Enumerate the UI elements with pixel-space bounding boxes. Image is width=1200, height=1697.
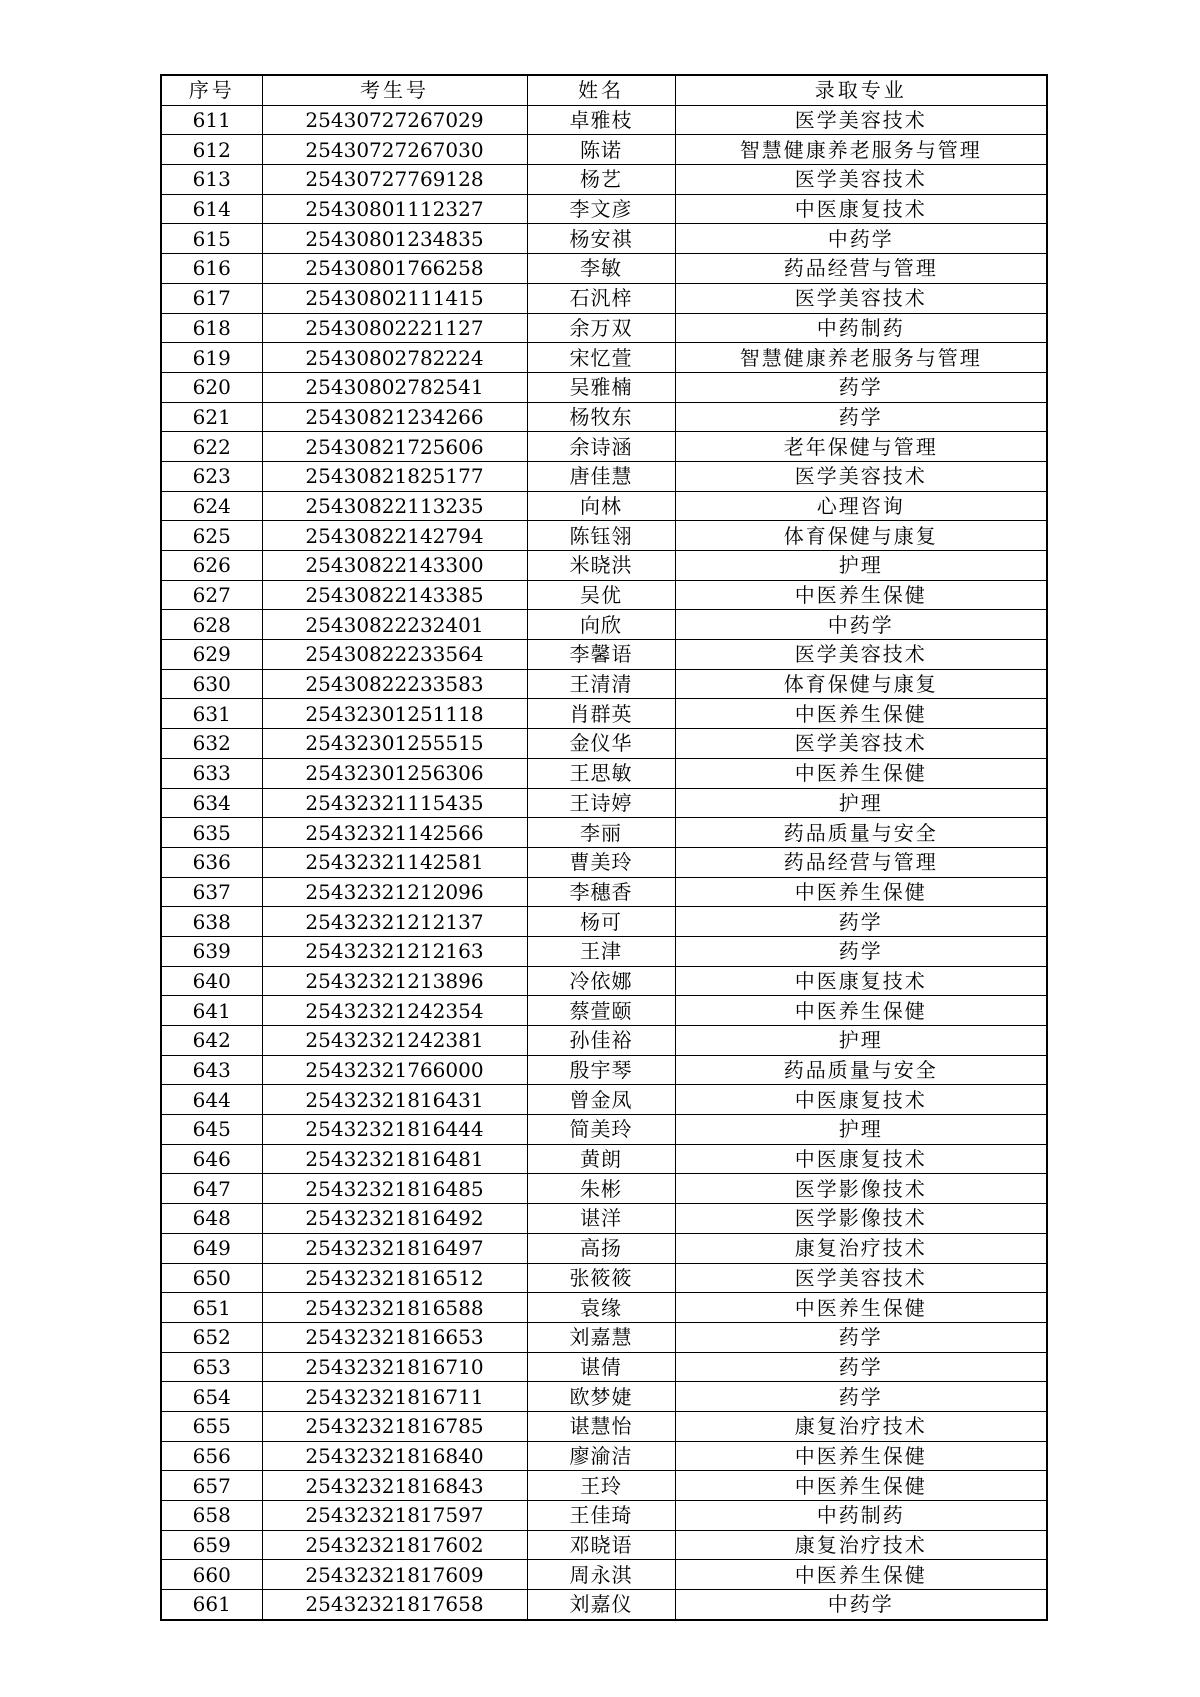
table-row xyxy=(161,729,1047,759)
table-row xyxy=(161,1530,1047,1560)
cell-exam-id: 25432321142566 xyxy=(262,818,527,848)
table-row xyxy=(161,788,1047,818)
cell-seq: 657 xyxy=(161,1471,262,1501)
cell-major: 中药学 xyxy=(675,224,1047,254)
table-row xyxy=(161,1174,1047,1204)
cell-major: 中医养生保健 xyxy=(675,1293,1047,1323)
table-row xyxy=(161,847,1047,877)
cell-name: 杨牧东 xyxy=(527,402,675,432)
cell-major: 护理 xyxy=(675,1026,1047,1056)
cell-seq: 631 xyxy=(161,699,262,729)
cell-name: 肖群英 xyxy=(527,699,675,729)
cell-exam-id: 25430822233564 xyxy=(262,640,527,670)
cell-exam-id: 25432321816588 xyxy=(262,1293,527,1323)
table-row xyxy=(161,1233,1047,1263)
cell-exam-id: 25430821725606 xyxy=(262,432,527,462)
cell-name: 向欣 xyxy=(527,610,675,640)
cell-exam-id: 25430822113235 xyxy=(262,491,527,521)
cell-seq: 652 xyxy=(161,1322,262,1352)
cell-name: 余诗涵 xyxy=(527,432,675,462)
cell-major: 中医养生保健 xyxy=(675,877,1047,907)
table-row xyxy=(161,283,1047,313)
cell-name: 李穗香 xyxy=(527,877,675,907)
cell-major: 药品经营与管理 xyxy=(675,847,1047,877)
cell-name: 金仪华 xyxy=(527,729,675,759)
cell-seq: 614 xyxy=(161,194,262,224)
cell-major: 医学美容技术 xyxy=(675,165,1047,195)
cell-major: 药品经营与管理 xyxy=(675,254,1047,284)
cell-seq: 658 xyxy=(161,1501,262,1531)
cell-exam-id: 25432321816653 xyxy=(262,1322,527,1352)
cell-name: 孙佳裕 xyxy=(527,1026,675,1056)
cell-major: 中医康复技术 xyxy=(675,1085,1047,1115)
cell-exam-id: 25432321816840 xyxy=(262,1441,527,1471)
cell-exam-id: 25432321816843 xyxy=(262,1471,527,1501)
cell-seq: 641 xyxy=(161,996,262,1026)
table-row xyxy=(161,1471,1047,1501)
table-row xyxy=(161,640,1047,670)
cell-name: 李文彦 xyxy=(527,194,675,224)
table-row xyxy=(161,966,1047,996)
cell-major: 药学 xyxy=(675,936,1047,966)
cell-name: 谌慧怡 xyxy=(527,1411,675,1441)
table-row xyxy=(161,1352,1047,1382)
table-row xyxy=(161,343,1047,373)
cell-seq: 624 xyxy=(161,491,262,521)
cell-major: 药学 xyxy=(675,907,1047,937)
table-row xyxy=(161,372,1047,402)
cell-major: 智慧健康养老服务与管理 xyxy=(675,135,1047,165)
cell-seq: 645 xyxy=(161,1115,262,1145)
cell-major: 中药制药 xyxy=(675,313,1047,343)
cell-seq: 621 xyxy=(161,402,262,432)
cell-exam-id: 25432321817602 xyxy=(262,1530,527,1560)
cell-name: 王思敏 xyxy=(527,758,675,788)
header-name: 姓名 xyxy=(527,75,675,105)
cell-name: 欧梦婕 xyxy=(527,1382,675,1412)
cell-name: 冷依娜 xyxy=(527,966,675,996)
table-row xyxy=(161,491,1047,521)
cell-seq: 622 xyxy=(161,432,262,462)
cell-exam-id: 25432321212163 xyxy=(262,936,527,966)
cell-name: 王诗婷 xyxy=(527,788,675,818)
cell-exam-id: 25430821825177 xyxy=(262,461,527,491)
cell-exam-id: 25430801112327 xyxy=(262,194,527,224)
table-body xyxy=(161,105,1047,1620)
cell-seq: 653 xyxy=(161,1352,262,1382)
cell-name: 米晓洪 xyxy=(527,551,675,581)
cell-major: 智慧健康养老服务与管理 xyxy=(675,343,1047,373)
table-row xyxy=(161,580,1047,610)
cell-seq: 640 xyxy=(161,966,262,996)
table-row xyxy=(161,461,1047,491)
table-row xyxy=(161,936,1047,966)
cell-exam-id: 25432321212096 xyxy=(262,877,527,907)
cell-major: 康复治疗技术 xyxy=(675,1233,1047,1263)
cell-name: 王津 xyxy=(527,936,675,966)
cell-exam-id: 25432301251118 xyxy=(262,699,527,729)
cell-name: 卓雅枝 xyxy=(527,105,675,135)
cell-name: 向林 xyxy=(527,491,675,521)
cell-seq: 656 xyxy=(161,1441,262,1471)
cell-exam-id: 25432321817597 xyxy=(262,1501,527,1531)
cell-exam-id: 25430822232401 xyxy=(262,610,527,640)
cell-major: 中医康复技术 xyxy=(675,194,1047,224)
cell-major: 药品质量与安全 xyxy=(675,1055,1047,1085)
cell-name: 吴雅楠 xyxy=(527,372,675,402)
cell-major: 医学美容技术 xyxy=(675,105,1047,135)
table-row xyxy=(161,194,1047,224)
cell-exam-id: 25432321816512 xyxy=(262,1263,527,1293)
cell-exam-id: 25432321816497 xyxy=(262,1233,527,1263)
cell-major: 医学影像技术 xyxy=(675,1204,1047,1234)
cell-name: 刘嘉仪 xyxy=(527,1590,675,1620)
cell-exam-id: 25430801234835 xyxy=(262,224,527,254)
cell-major: 药品质量与安全 xyxy=(675,818,1047,848)
cell-seq: 643 xyxy=(161,1055,262,1085)
cell-exam-id: 25432321816431 xyxy=(262,1085,527,1115)
table-row xyxy=(161,521,1047,551)
cell-exam-id: 25432321816710 xyxy=(262,1352,527,1382)
cell-name: 曹美玲 xyxy=(527,847,675,877)
cell-major: 中医养生保健 xyxy=(675,758,1047,788)
cell-seq: 615 xyxy=(161,224,262,254)
cell-exam-id: 25430802221127 xyxy=(262,313,527,343)
cell-exam-id: 25430727267029 xyxy=(262,105,527,135)
cell-seq: 619 xyxy=(161,343,262,373)
cell-name: 袁缘 xyxy=(527,1293,675,1323)
cell-major: 中医养生保健 xyxy=(675,1471,1047,1501)
cell-major: 医学美容技术 xyxy=(675,461,1047,491)
cell-major: 药学 xyxy=(675,1352,1047,1382)
cell-seq: 633 xyxy=(161,758,262,788)
table-row xyxy=(161,165,1047,195)
table-row xyxy=(161,1115,1047,1145)
cell-seq: 655 xyxy=(161,1411,262,1441)
cell-name: 石汎梓 xyxy=(527,283,675,313)
admission-table xyxy=(160,74,1048,1621)
header-exam-id: 考生号 xyxy=(262,75,527,105)
cell-exam-id: 25432321816492 xyxy=(262,1204,527,1234)
cell-major: 药学 xyxy=(675,1322,1047,1352)
table-row xyxy=(161,1590,1047,1620)
cell-name: 王佳琦 xyxy=(527,1501,675,1531)
cell-exam-id: 25432321816485 xyxy=(262,1174,527,1204)
cell-exam-id: 25430802782541 xyxy=(262,372,527,402)
cell-seq: 626 xyxy=(161,551,262,581)
cell-exam-id: 25432321816785 xyxy=(262,1411,527,1441)
cell-exam-id: 25430727267030 xyxy=(262,135,527,165)
cell-seq: 617 xyxy=(161,283,262,313)
cell-seq: 639 xyxy=(161,936,262,966)
cell-major: 中医养生保健 xyxy=(675,1441,1047,1471)
table-row xyxy=(161,135,1047,165)
cell-name: 黄朗 xyxy=(527,1144,675,1174)
cell-exam-id: 25430822143300 xyxy=(262,551,527,581)
cell-major: 护理 xyxy=(675,1115,1047,1145)
table-row xyxy=(161,105,1047,135)
cell-seq: 634 xyxy=(161,788,262,818)
table-row xyxy=(161,996,1047,1026)
cell-exam-id: 25432321817658 xyxy=(262,1590,527,1620)
cell-exam-id: 25430822142794 xyxy=(262,521,527,551)
cell-exam-id: 25432301255515 xyxy=(262,729,527,759)
cell-name: 周永淇 xyxy=(527,1560,675,1590)
cell-name: 陈钰翎 xyxy=(527,521,675,551)
table-row xyxy=(161,1382,1047,1412)
cell-exam-id: 25430727769128 xyxy=(262,165,527,195)
table-row xyxy=(161,1411,1047,1441)
table-row xyxy=(161,254,1047,284)
cell-seq: 620 xyxy=(161,372,262,402)
cell-exam-id: 25432321816444 xyxy=(262,1115,527,1145)
cell-name: 杨可 xyxy=(527,907,675,937)
cell-exam-id: 25432301256306 xyxy=(262,758,527,788)
cell-seq: 618 xyxy=(161,313,262,343)
cell-name: 杨安祺 xyxy=(527,224,675,254)
cell-seq: 654 xyxy=(161,1382,262,1412)
cell-seq: 632 xyxy=(161,729,262,759)
cell-name: 杨艺 xyxy=(527,165,675,195)
cell-seq: 642 xyxy=(161,1026,262,1056)
cell-major: 中药学 xyxy=(675,1590,1047,1620)
cell-seq: 649 xyxy=(161,1233,262,1263)
cell-seq: 625 xyxy=(161,521,262,551)
table-row xyxy=(161,432,1047,462)
cell-major: 医学美容技术 xyxy=(675,729,1047,759)
cell-major: 医学美容技术 xyxy=(675,1263,1047,1293)
table-row xyxy=(161,313,1047,343)
cell-major: 体育保健与康复 xyxy=(675,669,1047,699)
cell-name: 陈诺 xyxy=(527,135,675,165)
cell-name: 简美玲 xyxy=(527,1115,675,1145)
cell-exam-id: 25430802782224 xyxy=(262,343,527,373)
cell-seq: 635 xyxy=(161,818,262,848)
table-row xyxy=(161,818,1047,848)
table-row xyxy=(161,1293,1047,1323)
cell-name: 宋忆萱 xyxy=(527,343,675,373)
cell-exam-id: 25432321816481 xyxy=(262,1144,527,1174)
cell-seq: 659 xyxy=(161,1530,262,1560)
cell-name: 殷宇琴 xyxy=(527,1055,675,1085)
cell-exam-id: 25430822233583 xyxy=(262,669,527,699)
cell-exam-id: 25430801766258 xyxy=(262,254,527,284)
cell-major: 医学美容技术 xyxy=(675,283,1047,313)
cell-name: 朱彬 xyxy=(527,1174,675,1204)
cell-name: 蔡萱颐 xyxy=(527,996,675,1026)
cell-seq: 628 xyxy=(161,610,262,640)
cell-seq: 612 xyxy=(161,135,262,165)
cell-seq: 648 xyxy=(161,1204,262,1234)
table-row xyxy=(161,758,1047,788)
cell-seq: 623 xyxy=(161,461,262,491)
cell-name: 余万双 xyxy=(527,313,675,343)
cell-name: 吴优 xyxy=(527,580,675,610)
cell-seq: 613 xyxy=(161,165,262,195)
cell-name: 李丽 xyxy=(527,818,675,848)
cell-exam-id: 25430822143385 xyxy=(262,580,527,610)
cell-exam-id: 25432321212137 xyxy=(262,907,527,937)
cell-major: 心理咨询 xyxy=(675,491,1047,521)
cell-major: 护理 xyxy=(675,788,1047,818)
cell-name: 高扬 xyxy=(527,1233,675,1263)
cell-seq: 630 xyxy=(161,669,262,699)
table-row xyxy=(161,1501,1047,1531)
cell-major: 护理 xyxy=(675,551,1047,581)
cell-seq: 637 xyxy=(161,877,262,907)
cell-major: 中医养生保健 xyxy=(675,699,1047,729)
cell-name: 王清清 xyxy=(527,669,675,699)
cell-major: 老年保健与管理 xyxy=(675,432,1047,462)
cell-major: 康复治疗技术 xyxy=(675,1411,1047,1441)
table-row xyxy=(161,1560,1047,1590)
table-row xyxy=(161,1441,1047,1471)
table-row xyxy=(161,551,1047,581)
cell-name: 廖渝洁 xyxy=(527,1441,675,1471)
cell-name: 唐佳慧 xyxy=(527,461,675,491)
cell-name: 张筱筱 xyxy=(527,1263,675,1293)
cell-major: 康复治疗技术 xyxy=(675,1530,1047,1560)
cell-major: 中医康复技术 xyxy=(675,1144,1047,1174)
cell-seq: 647 xyxy=(161,1174,262,1204)
cell-exam-id: 25432321766000 xyxy=(262,1055,527,1085)
cell-major: 中医养生保健 xyxy=(675,580,1047,610)
cell-seq: 616 xyxy=(161,254,262,284)
cell-seq: 629 xyxy=(161,640,262,670)
cell-seq: 646 xyxy=(161,1144,262,1174)
cell-major: 中医养生保健 xyxy=(675,1560,1047,1590)
table-row xyxy=(161,402,1047,432)
table-row xyxy=(161,1204,1047,1234)
cell-major: 中医康复技术 xyxy=(675,966,1047,996)
header-seq: 序号 xyxy=(161,75,262,105)
table-row xyxy=(161,669,1047,699)
cell-name: 李馨语 xyxy=(527,640,675,670)
cell-seq: 661 xyxy=(161,1590,262,1620)
table-row xyxy=(161,224,1047,254)
cell-major: 中医养生保健 xyxy=(675,996,1047,1026)
cell-seq: 611 xyxy=(161,105,262,135)
cell-name: 谌倩 xyxy=(527,1352,675,1382)
cell-seq: 638 xyxy=(161,907,262,937)
cell-major: 药学 xyxy=(675,402,1047,432)
table-row xyxy=(161,610,1047,640)
table-row xyxy=(161,907,1047,937)
cell-major: 体育保健与康复 xyxy=(675,521,1047,551)
table-row xyxy=(161,1144,1047,1174)
cell-major: 药学 xyxy=(675,372,1047,402)
table-row xyxy=(161,877,1047,907)
cell-major: 医学影像技术 xyxy=(675,1174,1047,1204)
cell-exam-id: 25430802111415 xyxy=(262,283,527,313)
cell-major: 医学美容技术 xyxy=(675,640,1047,670)
cell-name: 曾金凤 xyxy=(527,1085,675,1115)
table-row xyxy=(161,1085,1047,1115)
cell-exam-id: 25432321817609 xyxy=(262,1560,527,1590)
cell-exam-id: 25432321142581 xyxy=(262,847,527,877)
table-header-row xyxy=(161,75,1047,105)
table-row xyxy=(161,1263,1047,1293)
cell-exam-id: 25432321816711 xyxy=(262,1382,527,1412)
cell-exam-id: 25432321242381 xyxy=(262,1026,527,1056)
cell-name: 邓晓语 xyxy=(527,1530,675,1560)
cell-seq: 651 xyxy=(161,1293,262,1323)
table-row xyxy=(161,1055,1047,1085)
table-row xyxy=(161,699,1047,729)
table-row xyxy=(161,1026,1047,1056)
cell-name: 李敏 xyxy=(527,254,675,284)
cell-name: 王玲 xyxy=(527,1471,675,1501)
cell-seq: 660 xyxy=(161,1560,262,1590)
cell-name: 谌洋 xyxy=(527,1204,675,1234)
cell-major: 中药制药 xyxy=(675,1501,1047,1531)
cell-seq: 627 xyxy=(161,580,262,610)
cell-exam-id: 25432321115435 xyxy=(262,788,527,818)
cell-seq: 650 xyxy=(161,1263,262,1293)
cell-exam-id: 25432321242354 xyxy=(262,996,527,1026)
cell-exam-id: 25430821234266 xyxy=(262,402,527,432)
cell-name: 刘嘉慧 xyxy=(527,1322,675,1352)
cell-seq: 644 xyxy=(161,1085,262,1115)
cell-major: 药学 xyxy=(675,1382,1047,1412)
header-major: 录取专业 xyxy=(675,75,1047,105)
cell-major: 中药学 xyxy=(675,610,1047,640)
cell-seq: 636 xyxy=(161,847,262,877)
table-row xyxy=(161,1322,1047,1352)
cell-exam-id: 25432321213896 xyxy=(262,966,527,996)
